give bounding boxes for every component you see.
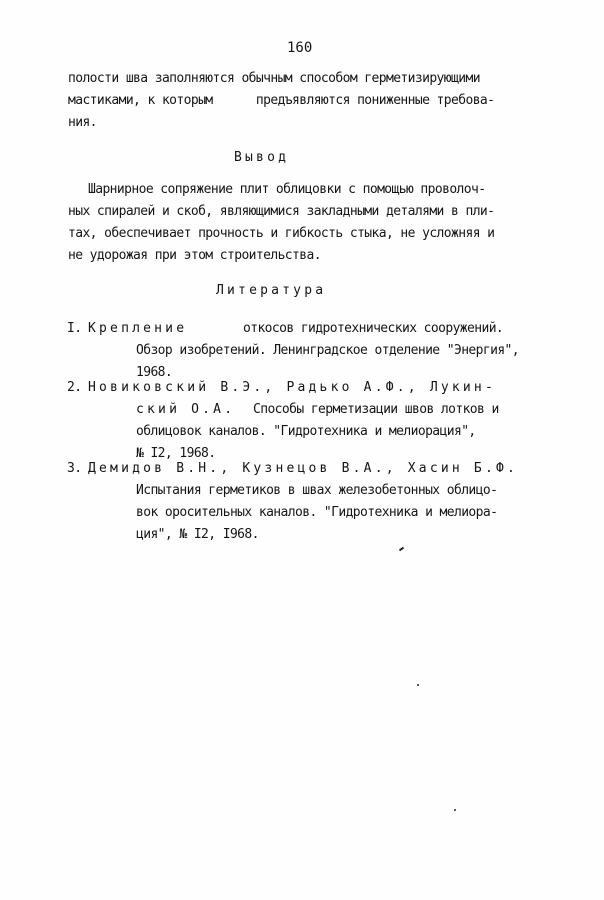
scan-mark [399,547,404,552]
intro-line: мастиками, к которым предъявляются пониженные требова- [68,93,495,108]
reference-authors: Крепление [88,321,188,336]
conclusion-line: тах, обеспечивает прочность и гибкость стыка, не усложняя и [68,226,495,241]
reference-line: Обзор изобретений. Ленинградское отделение "Энергия", [136,343,520,358]
reference-line: 1968. [136,365,173,380]
intro-line: ния. [68,115,97,130]
reference-line: Способы герметизации швов лотков и [253,402,499,417]
scan-speck [417,684,419,686]
reference-line: ция", № I2, I968. [136,527,259,542]
references-heading: Литература [216,283,327,298]
reference-line: вок оросительных каналов. "Гидротехника и мелиора- [136,505,498,520]
conclusion-heading: Вывод [234,150,290,165]
intro-line: полости шва заполняются обычным способом герметизирующими [68,71,480,86]
reference-authors: Новиковский В.Э., Радько А.Ф., Лукин- [88,380,496,395]
reference-authors: Демидов В.Н., Кузнецов В.А., Хасин Б.Ф. [88,461,519,476]
page-number: 160 [287,40,313,56]
conclusion-line: Шарнирное сопряжение плит облицовки с помощью проволоч- [88,182,486,197]
reference-line: № I2, 1968. [136,446,216,461]
reference-authors-continued: ский О.А. [136,402,236,417]
reference-number: 2. [67,380,82,395]
reference-number: I. [67,321,82,336]
conclusion-line: не удорожая при этом строительства. [68,248,321,263]
reference-line: облицовок каналов. "Гидротехника и мелиорация", [136,424,476,439]
reference-line: Испытания герметиков в швах железобетонных облицо- [136,483,498,498]
conclusion-line: ных спиралей и скоб, являющимися закладными деталями в пли- [68,204,495,219]
reference-line: откосов гидротехнических сооружений. [243,321,504,336]
reference-number: 3. [67,461,82,476]
scan-speck [454,809,456,811]
